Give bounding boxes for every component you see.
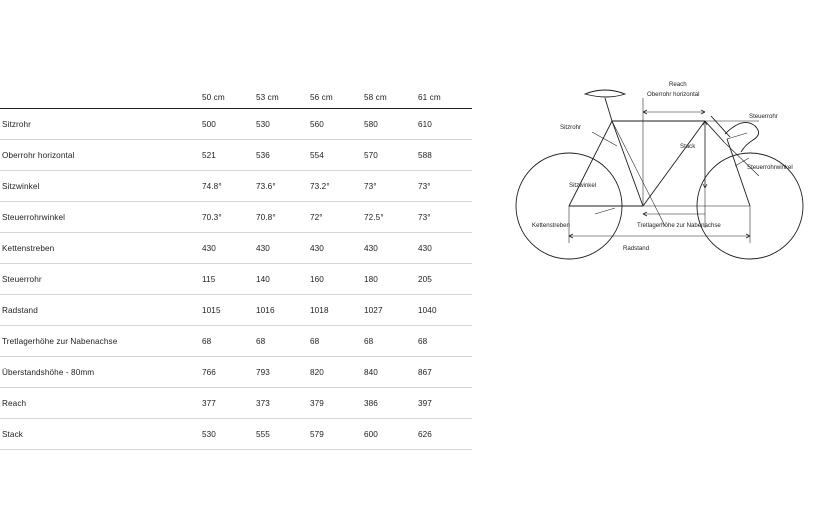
seat-angle-extension <box>612 121 665 226</box>
column-header-size-1: 50 cm <box>202 74 256 109</box>
row-label: Sitzrohr <box>0 109 202 140</box>
row-value: 430 <box>256 233 310 264</box>
leader-kettenstreben <box>595 208 615 214</box>
row-value: 554 <box>310 140 364 171</box>
row-value: 579 <box>310 419 364 450</box>
row-value: 1018 <box>310 295 364 326</box>
row-label: Kettenstreben <box>0 233 202 264</box>
label-kettenstreben: Kettenstreben <box>532 222 570 229</box>
column-header-size-4: 58 cm <box>364 74 418 109</box>
row-label: Stack <box>0 419 202 450</box>
table-row <box>0 388 472 419</box>
row-value: 115 <box>202 264 256 295</box>
row-value: 73.6° <box>256 171 310 202</box>
table-row <box>0 202 472 233</box>
table-row <box>0 171 472 202</box>
fork-line <box>727 139 750 206</box>
row-value: 820 <box>310 357 364 388</box>
row-value: 373 <box>256 388 310 419</box>
head-tube-line <box>705 121 724 142</box>
row-value: 1040 <box>418 295 472 326</box>
row-label: Radstand <box>0 295 202 326</box>
row-value: 386 <box>364 388 418 419</box>
table-body <box>0 109 472 450</box>
table-row <box>0 357 472 388</box>
row-value: 68 <box>310 326 364 357</box>
row-value: 555 <box>256 419 310 450</box>
leader-steuerrohr <box>727 133 747 139</box>
row-value: 377 <box>202 388 256 419</box>
row-value: 379 <box>310 388 364 419</box>
row-value: 560 <box>310 109 364 140</box>
label-reach: Reach <box>669 81 687 88</box>
label-stack: Stack <box>680 143 696 150</box>
table-row <box>0 295 472 326</box>
row-label: Oberrohr horizontal <box>0 140 202 171</box>
row-label: Steuerrohr <box>0 264 202 295</box>
seatstay-line <box>569 121 612 206</box>
row-value: 570 <box>364 140 418 171</box>
label-oberrohr: Oberrohr horizontal <box>647 91 700 98</box>
row-value: 840 <box>364 357 418 388</box>
row-value: 68 <box>418 326 472 357</box>
row-value: 68 <box>202 326 256 357</box>
row-value: 1027 <box>364 295 418 326</box>
row-value: 72° <box>310 202 364 233</box>
row-value: 867 <box>418 357 472 388</box>
row-value: 68 <box>256 326 310 357</box>
column-header-size-2: 53 cm <box>256 74 310 109</box>
row-value: 610 <box>418 109 472 140</box>
table-head <box>0 74 472 109</box>
row-value: 397 <box>418 388 472 419</box>
row-value: 588 <box>418 140 472 171</box>
row-value: 74.8° <box>202 171 256 202</box>
row-label: Überstandshöhe - 80mm <box>0 357 202 388</box>
table-row <box>0 140 472 171</box>
bike-geometry-svg <box>497 38 824 276</box>
row-value: 430 <box>364 233 418 264</box>
table-row <box>0 233 472 264</box>
column-header-attribute <box>0 74 202 109</box>
bike-geometry-diagram <box>497 38 824 276</box>
row-value: 626 <box>418 419 472 450</box>
row-value: 160 <box>310 264 364 295</box>
row-value: 430 <box>418 233 472 264</box>
down-tube-line <box>643 121 705 206</box>
row-value: 73° <box>418 202 472 233</box>
row-value: 73.2° <box>310 171 364 202</box>
row-value: 205 <box>418 264 472 295</box>
table-row <box>0 326 472 357</box>
row-value: 70.3° <box>202 202 256 233</box>
label-radstand: Radstand <box>623 245 650 252</box>
label-steuerrohrwinkel: Steuerrohrwinkel <box>747 164 793 171</box>
table-row <box>0 264 472 295</box>
label-sitzrohr: Sitzrohr <box>560 124 581 131</box>
table-row <box>0 109 472 140</box>
row-label: Steuerrohrwinkel <box>0 202 202 233</box>
seatpost-line <box>605 98 612 121</box>
row-value: 521 <box>202 140 256 171</box>
row-label: Tretlagerhöhe zur Nabenachse <box>0 326 202 357</box>
row-value: 72.5° <box>364 202 418 233</box>
row-value: 1015 <box>202 295 256 326</box>
row-value: 70.8° <box>256 202 310 233</box>
row-value: 430 <box>310 233 364 264</box>
row-value: 1016 <box>256 295 310 326</box>
row-value: 530 <box>256 109 310 140</box>
row-value: 500 <box>202 109 256 140</box>
row-value: 73° <box>418 171 472 202</box>
leader-sitzrohr <box>592 132 617 146</box>
column-header-size-3: 56 cm <box>310 74 364 109</box>
label-steuerrohr: Steuerrohr <box>749 113 778 120</box>
head-tube-line-2 <box>711 116 730 137</box>
seat-tube-line <box>612 121 643 206</box>
row-value: 580 <box>364 109 418 140</box>
geometry-table-container <box>0 74 470 450</box>
row-value: 530 <box>202 419 256 450</box>
row-value: 536 <box>256 140 310 171</box>
row-value: 793 <box>256 357 310 388</box>
row-value: 140 <box>256 264 310 295</box>
column-header-size-5: 61 cm <box>418 74 472 109</box>
label-tretlager: Tretlagerhöhe zur Nabenachse <box>637 222 721 229</box>
label-sitzwinkel: Sitzwinkel <box>569 182 597 189</box>
row-value: 430 <box>202 233 256 264</box>
row-value: 600 <box>364 419 418 450</box>
row-value: 68 <box>364 326 418 357</box>
table-header-row <box>0 74 472 109</box>
row-label: Sitzwinkel <box>0 171 202 202</box>
row-value: 180 <box>364 264 418 295</box>
row-value: 73° <box>364 171 418 202</box>
row-value: 766 <box>202 357 256 388</box>
saddle-icon <box>585 90 625 97</box>
table-row <box>0 419 472 450</box>
geometry-table <box>0 74 472 450</box>
row-label: Reach <box>0 388 202 419</box>
